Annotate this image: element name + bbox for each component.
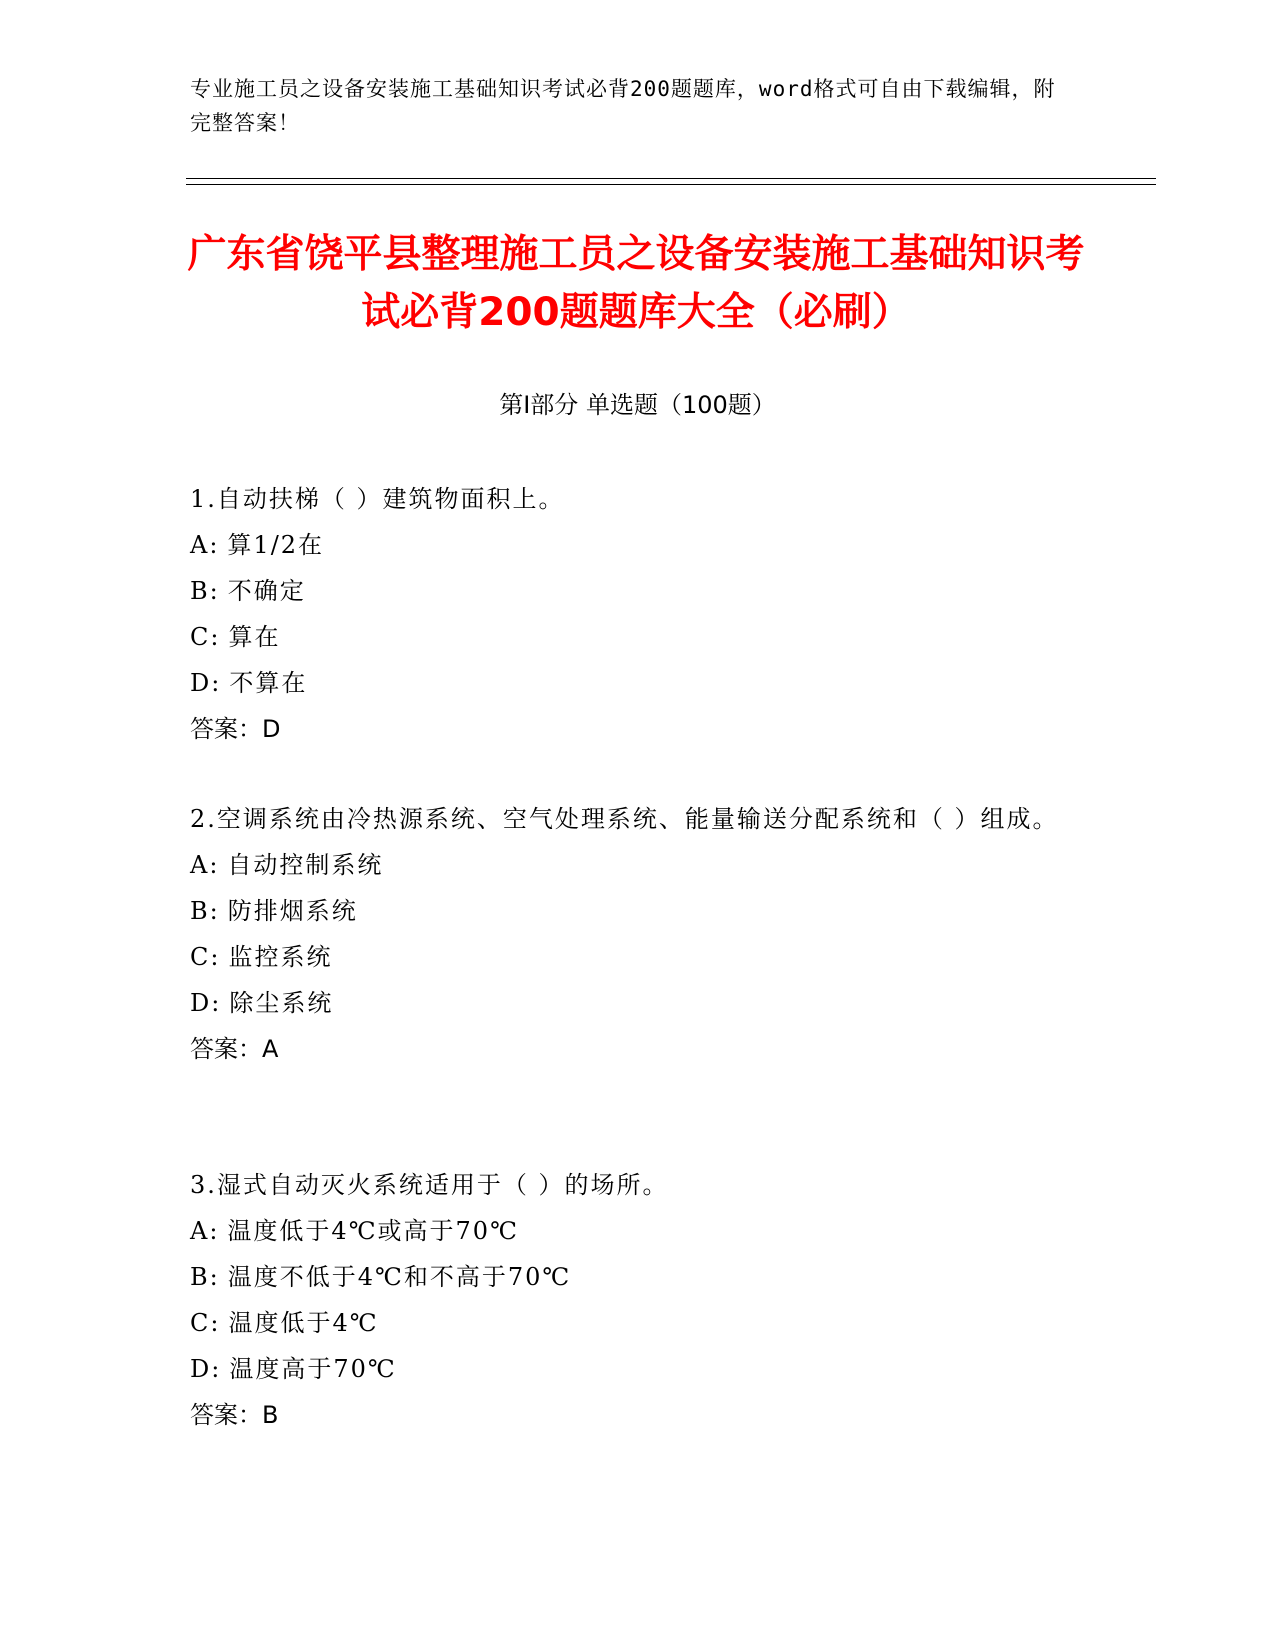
option-label: B: xyxy=(190,577,220,605)
option-a xyxy=(190,842,1070,888)
option-d xyxy=(190,1346,1070,1392)
option-label: D: xyxy=(190,989,222,1017)
header-divider-top xyxy=(186,178,1156,179)
option-label: B: xyxy=(190,1263,220,1291)
option-text: 除尘系统 xyxy=(229,989,334,1017)
header-note: 专业施工员之设备安装施工基础知识考试必背200题题库，word格式可自由下载编辑，附完整答案！ xyxy=(190,77,1056,135)
document-title: 广东省饶平县整理施工员之设备安装施工基础知识考试必背200题题库大全（必刷） xyxy=(187,232,1085,335)
option-b xyxy=(190,888,1070,934)
option-label: A: xyxy=(190,531,220,559)
option-c xyxy=(190,614,1070,660)
option-c xyxy=(190,1300,1070,1346)
question-3 xyxy=(190,1162,1070,1438)
option-label: C: xyxy=(190,1309,221,1337)
option-text: 温度不低于4℃和不高于70℃ xyxy=(227,1263,572,1291)
option-text: 监控系统 xyxy=(228,943,333,971)
option-text: 不确定 xyxy=(227,577,306,605)
option-text: 温度低于4℃ xyxy=(228,1309,379,1337)
option-text: 算1/2在 xyxy=(227,531,325,559)
answer-line: 答案：B xyxy=(190,1401,279,1429)
option-label: C: xyxy=(190,943,221,971)
section-heading: 第Ⅰ部分 单选题（100题） xyxy=(499,391,776,419)
option-c xyxy=(190,934,1070,980)
option-label: B: xyxy=(190,897,220,925)
option-a xyxy=(190,522,1070,568)
question-1 xyxy=(190,476,1070,752)
answer-line: 答案：A xyxy=(190,1035,279,1063)
option-text: 自动控制系统 xyxy=(227,851,384,879)
answer-line: 答案：D xyxy=(190,715,281,743)
option-b xyxy=(190,568,1070,614)
option-label: A: xyxy=(190,851,220,879)
header-divider-bottom xyxy=(186,184,1156,185)
option-text: 算在 xyxy=(228,623,281,651)
question-stem: 3.湿式自动灭火系统适用于（ ）的场所。 xyxy=(190,1171,669,1199)
option-a xyxy=(190,1208,1070,1254)
question-stem: 2.空调系统由冷热源系统、空气处理系统、能量输送分配系统和（ ）组成。 xyxy=(190,805,1059,833)
option-label: D: xyxy=(190,1355,222,1383)
option-text: 不算在 xyxy=(229,669,308,697)
option-label: D: xyxy=(190,669,222,697)
option-label: A: xyxy=(190,1217,220,1245)
option-d xyxy=(190,660,1070,706)
option-text: 温度高于70℃ xyxy=(229,1355,397,1383)
question-stem: 1.自动扶梯（ ）建筑物面积上。 xyxy=(190,485,565,513)
option-b xyxy=(190,1254,1070,1300)
option-text: 温度低于4℃或高于70℃ xyxy=(227,1217,519,1245)
question-2 xyxy=(190,796,1070,1072)
option-text: 防排烟系统 xyxy=(227,897,358,925)
option-d xyxy=(190,980,1070,1026)
option-label: C: xyxy=(190,623,221,651)
